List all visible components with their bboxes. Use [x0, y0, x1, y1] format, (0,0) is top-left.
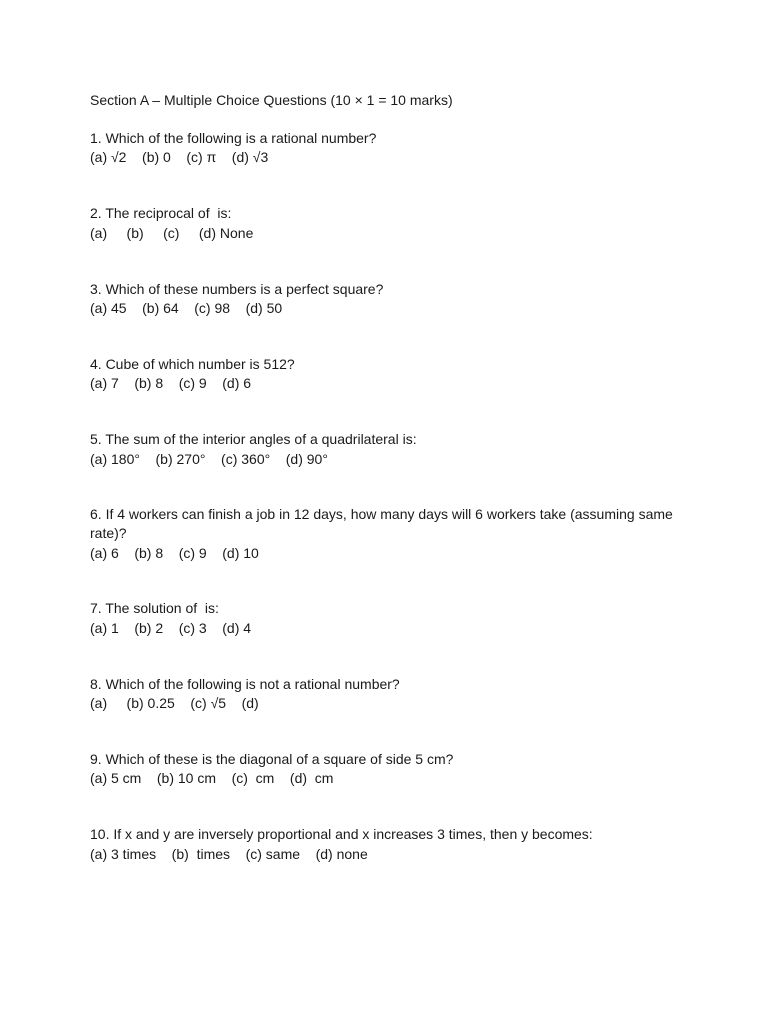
answer-options: (a) 5 cm (b) 10 cm (c) cm (d) cm [90, 770, 334, 786]
question-text: 7. The solution of is: [90, 600, 219, 616]
question-text: 5. The sum of the interior angles of a quadrilateral is: [90, 431, 417, 447]
question-text: 4. Cube of which number is 512? [90, 356, 295, 372]
answer-options: (a) 45 (b) 64 (c) 98 (d) 50 [90, 300, 283, 316]
answer-options: (a) 6 (b) 8 (c) 9 (d) 10 [90, 545, 259, 561]
section-heading: Section A – Multiple Choice Questions (10 × 1 = 10 marks) [90, 92, 453, 108]
question-text: 2. The reciprocal of is: [90, 205, 232, 221]
answer-options: (a) 180° (b) 270° (c) 360° (d) 90° [90, 451, 328, 467]
question-text: 9. Which of these is the diagonal of a square of side 5 cm? [90, 751, 454, 767]
answer-options: (a) (b) 0.25 (c) √5 (d) [90, 695, 259, 711]
answer-options: (a) (b) (c) (d) None [90, 225, 254, 241]
question-text: 10. If x and y are inversely proportional and x increases 3 times, then y becomes: [90, 826, 593, 842]
question-text: 3. Which of these numbers is a perfect square? [90, 281, 384, 297]
answer-options: (a) √2 (b) 0 (c) π (d) √3 [90, 149, 269, 165]
answer-options: (a) 3 times (b) times (c) same (d) none [90, 846, 368, 862]
question-text: 8. Which of the following is not a rational number? [90, 676, 400, 692]
question-text: 1. Which of the following is a rational number? [90, 130, 377, 146]
answer-options: (a) 1 (b) 2 (c) 3 (d) 4 [90, 620, 252, 636]
question-text: 6. If 4 workers can finish a job in 12 days, how many days will 6 workers take (assuming same rate)? [90, 506, 677, 541]
answer-options: (a) 7 (b) 8 (c) 9 (d) 6 [90, 375, 252, 391]
